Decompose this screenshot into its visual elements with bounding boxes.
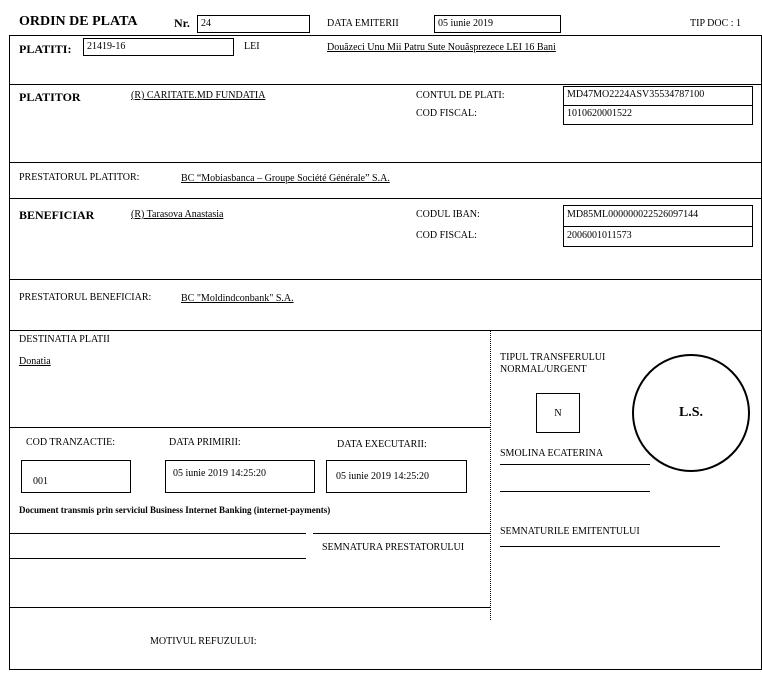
signature-line <box>313 533 490 534</box>
motivul-refuzului-label: MOTIVUL REFUZULUI: <box>150 636 257 647</box>
transfer-type-label: TIPUL TRANSFERULUI NORMAL/URGENT <box>500 352 606 375</box>
beneficiar-iban: MD85ML000000022526097144 <box>567 209 699 220</box>
signature-line <box>500 546 720 547</box>
date-emission-label: DATA EMITERII <box>327 18 399 29</box>
prestator-beneficiar-value: BC "Moldindconbank" S.A. <box>181 293 294 304</box>
amount-words: Douăzeci Unu Mii Patru Sute Nouăsprezece LEI 16 Bani <box>327 42 556 53</box>
signature-line <box>500 491 650 492</box>
beneficiar-fiscal: 2006001011573 <box>567 230 632 241</box>
semnaturile-emitent: SEMNATURILE EMITENTULUI <box>500 526 640 537</box>
section-divider <box>490 330 491 620</box>
divider <box>9 427 490 428</box>
data-executarii-label: DATA EXECUTARII: <box>337 439 427 450</box>
transfer-type-field: N <box>536 393 580 433</box>
prestator-beneficiar-label: PRESTATORUL BENEFICIAR: <box>19 292 152 303</box>
amount-field: 21419-16 <box>83 38 234 56</box>
nr-label: Nr. <box>174 16 190 30</box>
transmission-note: Document transmis prin serviciul Business Internet Banking (internet-payments) <box>19 505 331 515</box>
signature-line <box>500 464 650 465</box>
divider <box>9 84 762 85</box>
platitor-label: PLATITOR <box>19 90 81 104</box>
data-primirii-field: 05 iunie 2019 14:25:20 <box>165 460 315 493</box>
platitor-fiscal: 1010620001522 <box>567 108 632 119</box>
iban-label: CODUL IBAN: <box>416 209 480 220</box>
beneficiar-fiscal-label: COD FISCAL: <box>416 230 477 241</box>
cod-tranzactie-label: COD TRANZACTIE: <box>26 437 115 448</box>
date-emission-field: 05 iunie 2019 <box>434 15 561 33</box>
signature-line <box>9 558 306 559</box>
currency-label: LEI <box>244 41 260 52</box>
form-frame <box>9 35 762 670</box>
divider <box>9 198 762 199</box>
platitor-fiscal-label: COD FISCAL: <box>416 108 477 119</box>
tip-doc: TIP DOC : 1 <box>690 18 742 29</box>
plati-label: PLATITI: <box>19 42 72 56</box>
stamp-circle: L.S. <box>632 354 750 472</box>
divider <box>9 162 762 163</box>
signer-name: SMOLINA ECATERINA <box>500 448 604 459</box>
divider <box>563 105 753 106</box>
nr-field: 24 <box>197 15 310 33</box>
data-executarii-field: 05 iunie 2019 14:25:20 <box>326 460 467 493</box>
platitor-name: (R) CARITATE.MD FUNDATIA <box>131 90 266 101</box>
cod-tranzactie-field: 001 <box>21 460 131 493</box>
account-label: CONTUL DE PLATI: <box>416 90 505 101</box>
divider <box>9 607 490 608</box>
document-title: ORDIN DE PLATA <box>19 14 138 29</box>
semnatura-prestator: SEMNATURA PRESTATORULUI <box>322 542 465 553</box>
prestator-platitor-label: PRESTATORUL PLATITOR: <box>19 172 140 183</box>
divider <box>9 330 762 331</box>
signature-line <box>9 533 306 534</box>
destinatia-value: Donatia <box>19 356 51 367</box>
beneficiar-label: BENEFICIAR <box>19 208 95 222</box>
prestator-platitor-value: BC “Mobiasbanca – Groupe Société Générale” S.A. <box>181 173 390 184</box>
destinatia-label: DESTINATIA PLATII <box>19 334 110 345</box>
divider <box>563 226 753 227</box>
beneficiar-name: (R) Tarasova Anastasia <box>131 209 224 220</box>
data-primirii-label: DATA PRIMIRII: <box>169 437 241 448</box>
divider <box>9 279 762 280</box>
platitor-account: MD47MO2224ASV35534787100 <box>567 89 705 100</box>
